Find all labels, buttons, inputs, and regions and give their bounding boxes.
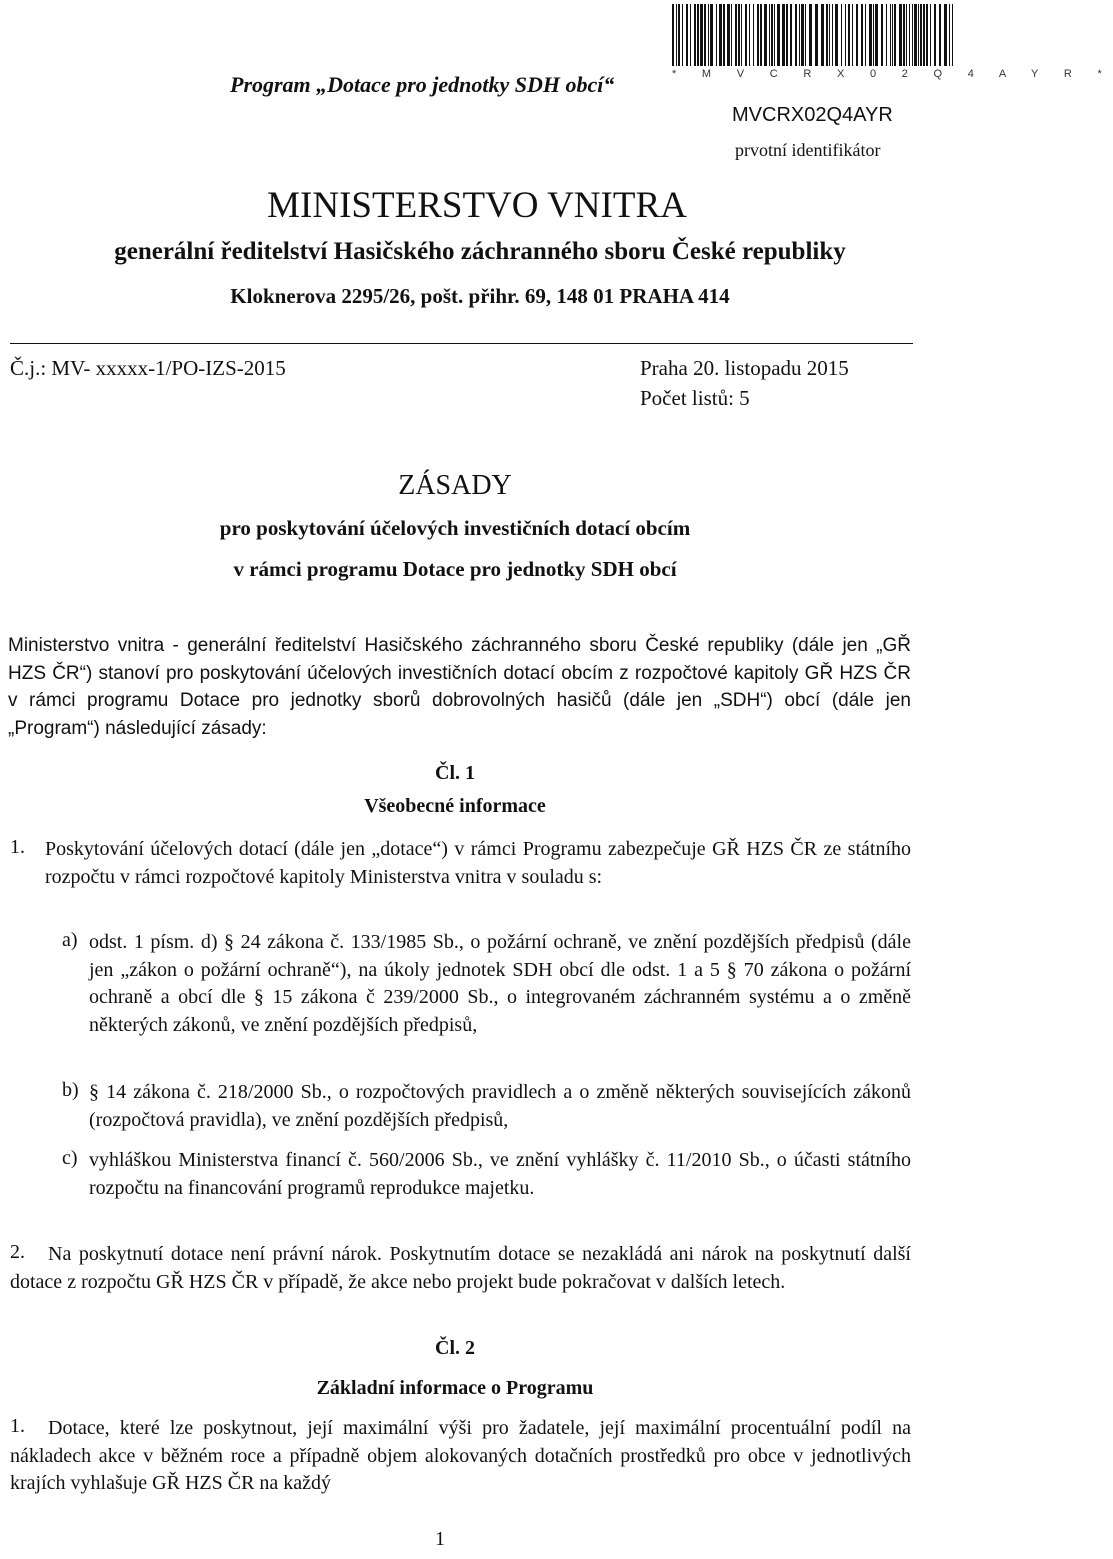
barcode-bar [760, 4, 762, 66]
barcode-bar [920, 4, 922, 66]
barcode-bar [809, 4, 812, 66]
barcode-bar [790, 4, 792, 66]
barcode-bar [829, 4, 830, 66]
barcode-bar [832, 4, 833, 66]
article-2-paragraph-1: Dotace, které lze poskytnout, její maximální výši pro žadatele, její maximální procentuální podíl na nákladech akce v běžném roce a případně objem alokovaných dotačních prostředků pro obce v jednotlivých krajích vyhlašuje GŘ HZS ČR na každý [10, 1417, 911, 1494]
barcode-bar [841, 4, 842, 66]
barcode-bar [949, 4, 950, 66]
list-item: § 14 zákona č. 218/2000 Sb., o rozpočtových pravidlech a o změně některých souvisejících zákonů (rozpočtová pravidla), ve znění pozdějších předpisů, [89, 1081, 911, 1131]
sheet-count: Počet listů: 5 [640, 386, 750, 410]
barcode-bar [727, 4, 730, 66]
barcode-bar [690, 4, 691, 66]
barcode-bar [856, 4, 858, 66]
barcode-bar [865, 4, 866, 66]
barcode-bar [678, 4, 680, 66]
barcode-bar [923, 4, 925, 66]
barcode-bar [676, 4, 677, 66]
barcode-bar [906, 4, 907, 66]
barcode-bar [704, 4, 706, 66]
document-subtitle-1: pro poskytování účelových investičních dotací obcím [219, 516, 691, 540]
barcode-bar [944, 4, 947, 66]
barcode-bar [738, 4, 740, 66]
barcode-bar [777, 4, 780, 66]
barcode-bar [735, 4, 737, 66]
address: Kloknerova 2295/26, pošt. přihr. 69, 148 01 PRAHA 414 [230, 284, 730, 308]
barcode-bar [672, 4, 674, 66]
barcode-bar [694, 4, 696, 66]
barcode-bar [886, 4, 887, 66]
barcode-bar [918, 4, 919, 66]
barcode-bar [821, 4, 824, 66]
directorate-name: generální ředitelství Hasičského záchranného sboru České republiky [114, 238, 846, 265]
barcode-bar [741, 4, 742, 66]
barcode-bar [952, 4, 953, 66]
barcode-bar [894, 4, 896, 66]
barcode-bar [774, 4, 775, 66]
primary-identifier: MVCRX02Q4AYR [732, 104, 893, 126]
barcode-bar [826, 4, 828, 66]
barcode-bar [771, 4, 773, 66]
barcode-bar [782, 4, 785, 66]
barcode-bar [861, 4, 863, 66]
document-subtitle-2: v rámci programu Dotace pro jednotky SDH obcí [233, 557, 677, 581]
barcode-bar [700, 4, 703, 66]
barcode-bar [909, 4, 910, 66]
article-1-title: Všeobecné informace [364, 795, 546, 817]
barcode-bar [697, 4, 699, 66]
barcode-bar [852, 4, 853, 66]
list-item: vyhláškou Ministerstva financí č. 560/2006 Sb., ve znění vyhlášky č. 11/2010 Sb., o účasti státního rozpočtu na financování programů reprodukce majetku. [89, 1149, 911, 1199]
barcode-bar [890, 4, 891, 66]
barcode-bar [899, 4, 902, 66]
barcode-bar [786, 4, 788, 66]
barcode-bar [710, 4, 713, 66]
barcode-bar [845, 4, 846, 66]
barcode-bar [769, 4, 770, 66]
barcode-bar [682, 4, 683, 66]
barcode-bar [926, 4, 928, 66]
barcode-bar [848, 4, 850, 66]
ministry-name: MINISTERSTVO VNITRA [267, 185, 687, 226]
barcode-bar [930, 4, 931, 66]
barcode-caption: * M V C R X 0 2 Q 4 A Y R * [672, 68, 1113, 80]
barcode-bar [869, 4, 872, 66]
barcode-bar [892, 4, 893, 66]
primary-identifier-label: prvotní identifikátor [735, 140, 881, 160]
barcode-bar [801, 4, 804, 66]
barcode-bar [903, 4, 905, 66]
paragraph-number: 1. [10, 836, 25, 858]
barcode-bar [912, 4, 913, 66]
barcode-bar [873, 4, 874, 66]
document-title: ZÁSADY [398, 470, 512, 501]
paragraph-number: 1. [10, 1415, 25, 1437]
barcode-bar [914, 4, 917, 66]
article-2-title: Základní informace o Programu [316, 1377, 594, 1399]
barcode-bar [753, 4, 754, 66]
barcode-bar [716, 4, 717, 66]
barcode [672, 4, 956, 66]
barcode-bar [881, 4, 883, 66]
paragraph-number: 2. [10, 1241, 25, 1263]
barcode-bar [815, 4, 818, 66]
article-1-paragraph-1: Poskytování účelových dotací (dále jen „dotace“) v rámci Programu zabezpečuje GŘ HZS ČR ze státního rozpočtu v rámci rozpočtové kapitoly Ministerstva vnitra v souladu s: [45, 838, 911, 888]
barcode-bar [749, 4, 750, 66]
list-item-label: b) [62, 1079, 79, 1101]
list-item-label: a) [62, 929, 78, 951]
header-divider [10, 343, 913, 344]
barcode-bar [745, 4, 747, 66]
barcode-bar [805, 4, 806, 66]
intro-paragraph: Ministerstvo vnitra - generální ředitelství Hasičského záchranného sboru České republiky (dále jen „GŘ HZS ČR“) stanoví pro poskytování účelových investičních dotací obcím z rozpočtové kapitoly GŘ HZS ČR v rámci programu Dotace pro jednotky sborů dobrovolných hasičů (dále jen „SDH“) obcí (dále jen „Program“) následující zásady: [8, 635, 911, 739]
barcode-bar [708, 4, 709, 66]
barcode-bar [723, 4, 725, 66]
barcode-bar [686, 4, 688, 66]
barcode-bar [799, 4, 800, 66]
article-2-number: Čl. 2 [435, 1337, 475, 1359]
place-date: Praha 20. listopadu 2015 [640, 356, 849, 380]
reference-number: Č.j.: MV- xxxxx-1/PO-IZS-2015 [10, 356, 286, 380]
program-name: Program „Dotace pro jednotky SDH obcí“ [230, 72, 615, 97]
page-number: 1 [435, 1528, 445, 1550]
list-item: odst. 1 písm. d) § 24 zákona č. 133/1985 Sb., o požární ochraně, ve znění pozdějších předpisů (dále jen „zákon o požární ochraně“), na úkoly jednotek SDH obcí dle odst. 1 a 5 § 70 zákona o požární ochraně a obcí dle § 15 zákona č 239/2000 Sb., o integrovaném záchranném systému a o změně některých zákonů, ve znění pozdějších předpisů, [89, 931, 911, 1036]
list-item-label: c) [62, 1147, 78, 1169]
barcode-bar [835, 4, 838, 66]
barcode-bar [934, 4, 936, 66]
barcode-bar [764, 4, 767, 66]
barcode-bar [757, 4, 759, 66]
barcode-bar [875, 4, 878, 66]
barcode-bar [731, 4, 732, 66]
article-1-paragraph-2: Na poskytnutí dotace není právní nárok. Poskytnutím dotace se nezakládá ani nárok na poskytnutí další dotace z rozpočtu GŘ HZS ČR v případě, že akce nebo projekt bude pokračovat v dalších letech. [10, 1243, 911, 1293]
barcode-bar [939, 4, 941, 66]
barcode-bar [719, 4, 722, 66]
barcode-bar [795, 4, 797, 66]
article-1-number: Čl. 1 [435, 762, 475, 784]
